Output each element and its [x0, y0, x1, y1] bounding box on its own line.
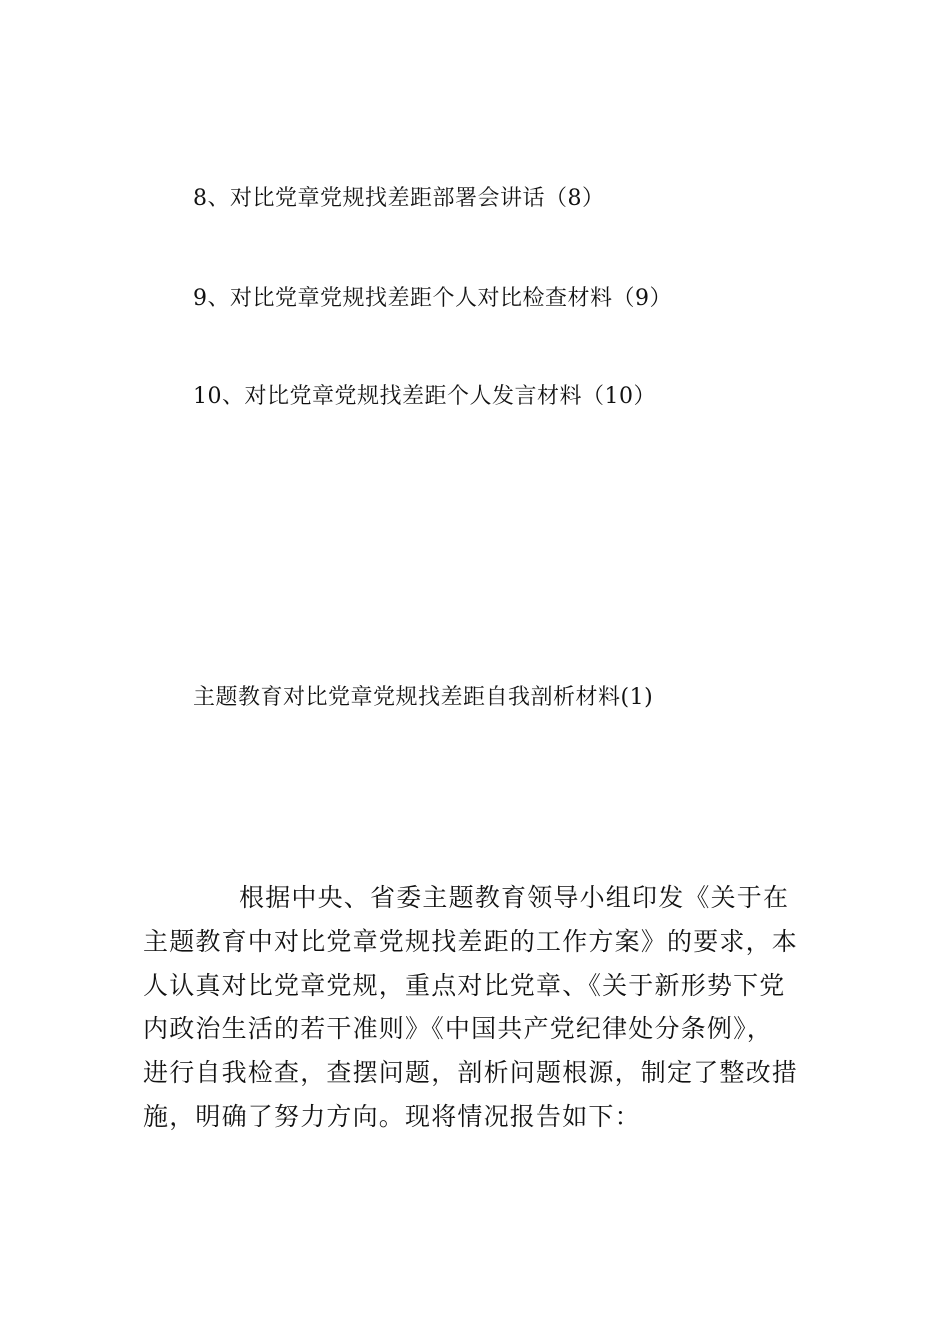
toc-item-9: 9、对比党章党规找差距个人对比检查材料（9）	[193, 286, 672, 311]
section-title: 主题教育对比党章党规找差距自我剖析材料(1)	[193, 685, 654, 710]
body-line-6: 施，明确了努力方向。现将情况报告如下：	[143, 1101, 641, 1131]
body-line-2: 主题教育中对比党章党规找差距的工作方案》的要求，本	[143, 926, 799, 956]
toc-item-10: 10、对比党章党规找差距个人发言材料（10）	[193, 384, 656, 409]
body-paragraph	[143, 876, 808, 1139]
body-line-4: 内政治生活的若干准则》《中国共产党纪律处分条例》，	[143, 1014, 774, 1044]
body-line-1: 根据中央、省委主题教育领导小组印发《关于在	[239, 883, 790, 912]
body-line-3: 人认真对比党章党规，重点对比党章、《关于新形势下党	[143, 970, 786, 1000]
body-line-5: 进行自我检查，查摆问题，剖析问题根源，制定了整改措	[143, 1058, 799, 1088]
toc-item-8: 8、对比党章党规找差距部署会讲话（8）	[193, 186, 605, 211]
